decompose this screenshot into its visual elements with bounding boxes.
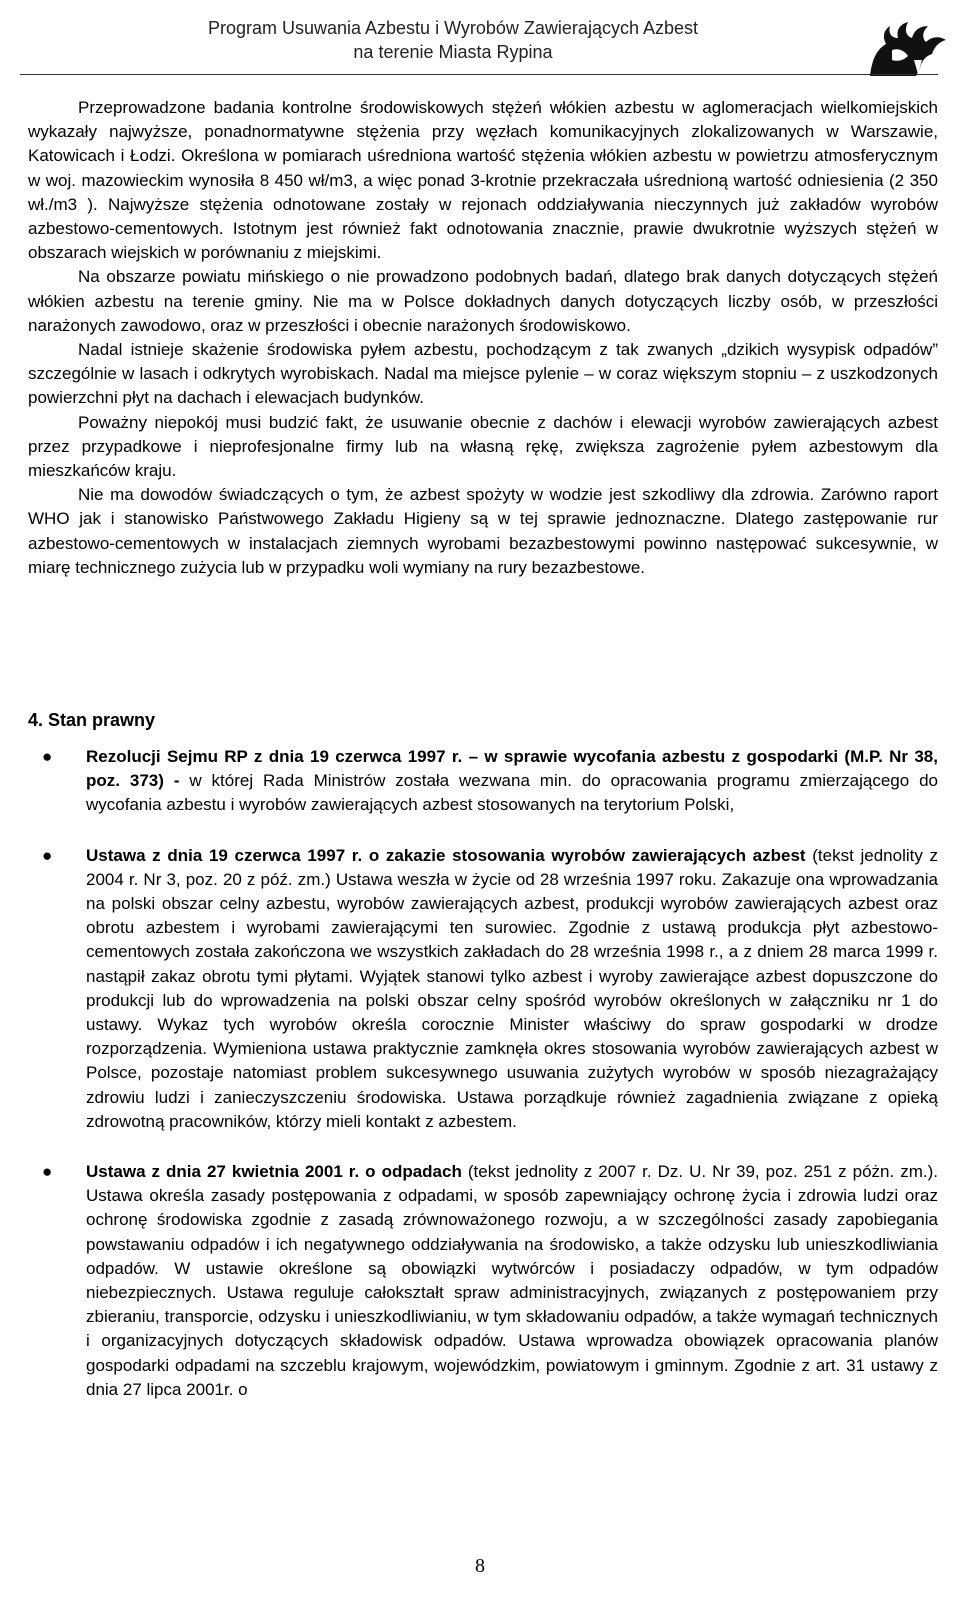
- page-number: 8: [475, 1555, 485, 1577]
- body-paragraph: Na obszarze powiatu mińskiego o nie prowadzono podobnych badań, dlatego brak danych dotyczących stężeń włókien azbestu na terenie gminy. Nie ma w Polsce dokładnych danych dotyczących liczby osób, w przeszłości narażonych zawodowo, oraz w przeszłości i obecnie narażonych środowiskowo.: [28, 267, 938, 335]
- bullet-icon: ●: [42, 1162, 53, 1182]
- list-item-text: (tekst jednolity z 2007 r. Dz. U. Nr 39, poz. 251 z póżn. zm.). Ustawa określa zasady postępowania z odpadami, w sposób zapewniający ochronę życia i zdrowia ludzi oraz ochronę środowiska zgodnie z zasadą zrównoważonego rozwoju, a w szczególności zasady zapobiegania powstawaniu odpadów i ich negatywnego oddziaływania na środowisko, a także odzysku lub unieszkodliwiania odpadów. W ustawie określone są obowiązki wytwórców i posiadaczy odpadów, w tym odpadów niebezpiecznych. Ustawa reguluje całokształt spraw administracyjnych, związanych z postępowaniem przy zbieraniu, transporcie, odzysku i unieszkodliwianiu, w tym składowaniu odpadów, a także wymagań technicznych i organizacyjnych dotyczących składowisk odpadów. Ustawa wprowadza obowiązek opracowania planów gospodarki odpadami na szczeblu krajowym, wojewódzkim, powiatowym i gminnym. Zgodnie z art. 31 ustawy z dnia 27 lipca 2001r. o: [86, 1162, 938, 1399]
- header-title: [208, 16, 698, 64]
- body-paragraph: Poważny niepokój musi budzić fakt, że usuwanie obecnie z dachów i elewacji wyrobów zawierających azbest przez przypadkowe i nieprofesjonalne firmy lub na własną rękę, zwiększa zagrożenie pyłem azbestowym dla mieszkańców kraju.: [28, 412, 938, 481]
- header-title-line-2: na terenie Miasta Rypina: [353, 42, 553, 62]
- header-divider: [20, 74, 938, 75]
- body-paragraph: Nie ma dowodów świadczących o tym, że azbest spożyty w wodzie jest szkodliwy dla zdrowia. Zarówno raport WHO jak i stanowisko Państwowego Zakładu Higieny są w tej sprawie jednoznaczne. Dlatego zastępowanie rur azbestowo-cementowych w instalacjach ziemnych wyrobami bezazbestowymi powinno następować sukcesywnie, w miarę technicznego zużycia lub w przypadku woli wymiany na rury bezazbestowe.: [28, 485, 938, 577]
- list-item: [28, 1160, 938, 1402]
- page-header: [0, 16, 960, 68]
- list-item-text: (tekst jednolity z 2004 r. Nr 3, poz. 20 z póź. zm.) Ustawa weszła w życie od 28 września 1997 roku. Zakazuje ona wprowadzania na polski obszar celny azbestu, wyrobów zawierających azbest, produkcji wyrobów zawierających azbest oraz obrotu azbestem i wyrobami zawierającymi ten surowiec. Zgodnie z ustawą produkcja płyt azbestowo-cementowych została zakończona we wszystkich zakładach do 28 września 1998 r., a z dniem 28 marca 1999 r. nastąpił zakaz obrotu tymi płytami. Wyjątek stanowi tylko azbest i wyroby zawierające azbest dopuszczone do produkcji lub do wprowadzenia na polski obszar celny spośród wyrobów określonych w załączniku nr 1 do ustawy. Wykaz tych wyrobów określa corocznie Minister właściwy do spraw gospodarki w drodze rozporządzenia. Wymieniona ustawa praktycznie zamknęła okres stosowania wyrobów zawierających azbest w Polsce, pozostaje natomiast problem sukcesywnego usuwania zużytych wyrobów w sposób niezagrażający zdrowiu ludzi i zanieczyszczeniu środowiska. Ustawa porządkuje również zagadnienia związane z opieką zdrowotną pracowników, którzy mieli kontakt z azbestem.: [86, 845, 939, 1131]
- body-paragraph: Przeprowadzone badania kontrolne środowiskowych stężeń włókien azbestu w aglomeracjach wielkomiejskich wykazały najwyższe, ponadnormatywne stężenia przy węzłach komunikacyjnych zlokalizowanych w Warszawie, Katowicach i Łodzi. Określona w pomiarach uśredniona wartość stężenia włókien azbestu w powietrzu atmosferycznym w woj. mazowieckim wynosiła 8 450 wł/m3, a więc ponad 3-krotnie przekraczała uśrednioną wartość odniesienia (2 350 wł./m3 ). Najwyższe stężenia odnotowane zostały w rejonach oddziaływania nieczynnych już zakładów wyrobów azbestowo-cementowych. Istotnym jest również fakt odnotowania znacznie, prawie dwukrotnie wyższych stężeń w obszarach wiejskich w porównaniu z miejskimi.: [28, 98, 938, 263]
- list-item: [28, 844, 938, 1134]
- heraldic-stag-logo-icon: [852, 20, 952, 78]
- list-item-bold: Ustawa z dnia 19 czerwca 1997 r. o zakazie stosowania wyrobów zawierających azbest: [86, 845, 806, 865]
- list-item-bold: Rezolucji Sejmu RP z dnia 19 czerwca 1997 r. – w sprawie wycofania azbestu z gospodarki (M.P. Nr 38, poz. 373) -: [86, 747, 938, 791]
- list-item-bold: Ustawa z dnia 27 kwietnia 2001 r. o odpadach: [86, 1162, 462, 1182]
- body-paragraph: Nadal istnieje skażenie środowiska pyłem azbestu, pochodzącym z tak zwanych „dzikich wysypisk odpadów” szczególnie w lasach i odkrytych wyrobiskach. Nadal ma miejsce pylenie – w coraz większym stopniu – z uszkodzonych powierzchni płyt na dachach i elewacjach budynków.: [28, 340, 938, 408]
- legal-acts-list: [28, 745, 938, 1402]
- bullet-icon: ●: [42, 845, 53, 865]
- list-item-text: w której Rada Ministrów została wezwana min. do opracowania programu zmierzającego do wycofania azbestu i wyrobów zawierających azbest stosowanych na terytorium Polski,: [86, 771, 938, 815]
- bullet-icon: ●: [42, 747, 53, 766]
- section-heading: 4. Stan prawny: [28, 710, 156, 730]
- document-body: [28, 96, 938, 580]
- header-title-line-1: Program Usuwania Azbestu i Wyrobów Zawierających Azbest: [207, 18, 698, 38]
- list-item: [28, 745, 938, 818]
